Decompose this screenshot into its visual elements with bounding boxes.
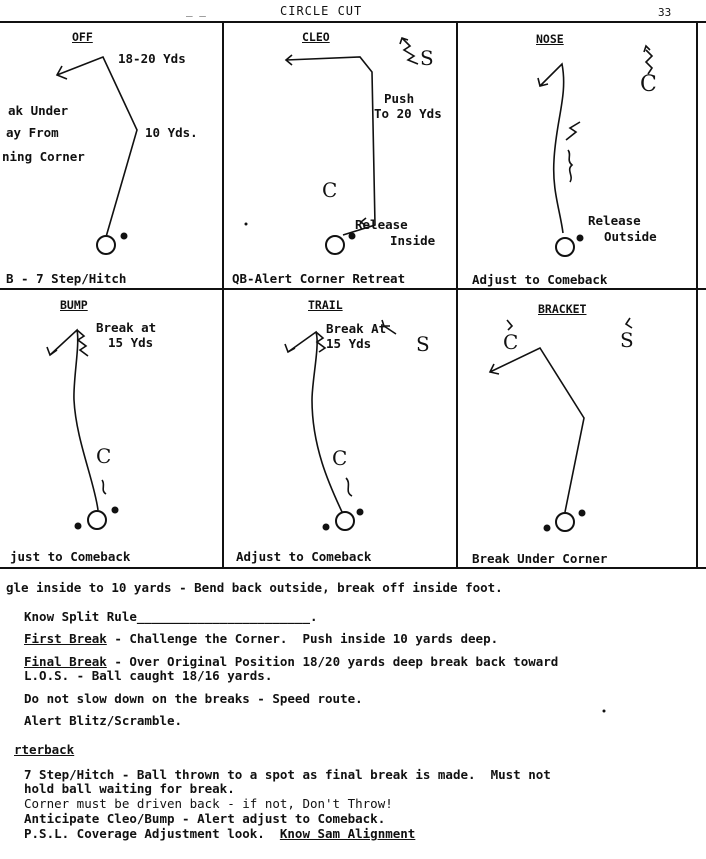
notes-psl — [24, 827, 415, 841]
know-sam-alignment: Know Sam Alignment — [279, 826, 416, 841]
trail-annotation-break: Break At — [326, 321, 387, 336]
cleo-annotation-inside: Inside — [390, 233, 436, 248]
caption-nose: Adjust to Comeback — [472, 272, 608, 287]
trail-defender-c: C — [332, 446, 348, 470]
bracket-defender-c: C — [503, 330, 519, 354]
trail-defender-s: S — [416, 332, 430, 356]
tackle-trail — [323, 524, 330, 531]
receiver-trail — [336, 512, 354, 530]
notes-split-rule — [24, 610, 318, 624]
caption-bracket: Break Under Corner — [472, 551, 608, 566]
nose-defender-c: C — [640, 72, 657, 97]
ball-bracket — [579, 510, 586, 517]
nose-annotation-outside: Outside — [604, 229, 657, 244]
ball-off — [121, 233, 128, 240]
off-annotation-depth: 18-20 Yds — [118, 51, 186, 66]
notes-no-slow: Do not slow down on the breaks - Speed route. — [24, 691, 363, 706]
receiver-cleo — [326, 236, 344, 254]
notes-intro: gle inside to 10 yards - Bend back outside, break off inside foot. — [6, 580, 503, 595]
receiver-bracket — [556, 513, 574, 531]
notes-qb-heading: rterback — [14, 742, 75, 757]
qb-line-4: Anticipate Cleo/Bump - Alert adjust to Comeback. — [24, 811, 386, 826]
receiver-bump — [88, 511, 106, 529]
page-title: CIRCLE CUT — [280, 4, 363, 18]
cleo-defender-c: C — [322, 178, 338, 202]
route-off — [57, 57, 137, 237]
panel-title-bracket: BRACKET — [538, 302, 587, 316]
caption-off: B - 7 Step/Hitch — [6, 271, 127, 286]
split-rule-label: Know Split Rule — [24, 609, 137, 624]
panel-title-off: OFF — [72, 30, 93, 44]
panel-title-nose: NOSE — [536, 32, 564, 46]
header-dashes: _ _ — [186, 4, 206, 17]
caption-bump: just to Comeback — [10, 549, 131, 564]
final-break-text: - Over Original Position 18/20 yards deep break back toward — [106, 654, 559, 669]
off-annotation-1: ak Under — [8, 103, 69, 118]
panel-title-cleo: CLEO — [302, 30, 330, 44]
nose-annotation-release: Release — [588, 213, 641, 228]
bump-annotation-15yds: 15 Yds — [108, 335, 154, 350]
stray-dot-2 — [603, 710, 606, 713]
split-rule-blank: _______________________. — [136, 609, 318, 624]
cleo-annotation-push: Push — [384, 91, 415, 106]
notes-first-break — [24, 632, 498, 646]
route-nose — [538, 46, 652, 233]
page-number: 33 — [658, 6, 672, 19]
notes-final-break — [24, 655, 558, 669]
receiver-nose — [556, 238, 574, 256]
qb-line-2: hold ball waiting for break. — [24, 781, 235, 796]
panel-title-bump: BUMP — [60, 298, 88, 312]
off-annotation-10yds: 10 Yds. — [145, 125, 198, 140]
first-break-label: First Break — [24, 631, 107, 646]
bump-defender-c: C — [96, 444, 112, 468]
ball-nose — [577, 235, 584, 242]
qb-line-1: 7 Step/Hitch - Ball thrown to a spot as final break is made. Must not — [24, 767, 551, 782]
qb-line-3: Corner must be driven back - if not, Don't Throw! — [24, 796, 393, 811]
route-cleo — [286, 38, 418, 235]
cleo-defender-s: S — [420, 46, 434, 70]
first-break-text: - Challenge the Corner. Push inside 10 yards deep. — [106, 631, 499, 646]
tackle-bracket — [544, 525, 551, 532]
off-annotation-2: ay From — [6, 125, 59, 140]
panel-title-trail: TRAIL — [308, 298, 343, 312]
cleo-annotation-20yds: To 20 Yds — [374, 106, 442, 121]
stray-dot — [245, 223, 248, 226]
cleo-annotation-release: Release — [355, 217, 408, 232]
receiver-off — [97, 236, 115, 254]
ball-trail — [357, 509, 364, 516]
off-annotation-3: ning Corner — [2, 149, 85, 164]
tackle-bump — [75, 523, 82, 530]
ball-bump — [112, 507, 119, 514]
final-break-label: Final Break — [24, 654, 107, 669]
caption-trail: Adjust to Comeback — [236, 549, 372, 564]
route-bump — [47, 330, 106, 510]
ball-cleo — [349, 233, 356, 240]
psl-text: P.S.L. Coverage Adjustment look. — [24, 826, 280, 841]
bracket-defender-s: S — [620, 328, 634, 352]
notes-final-break-2: L.O.S. - Ball caught 18/16 yards. — [24, 668, 273, 683]
trail-annotation-15yds: 15 Yds — [326, 336, 372, 351]
notes-alert: Alert Blitz/Scramble. — [24, 713, 183, 728]
bump-annotation-break: Break at — [96, 320, 157, 335]
caption-cleo: QB-Alert Corner Retreat — [232, 271, 406, 286]
